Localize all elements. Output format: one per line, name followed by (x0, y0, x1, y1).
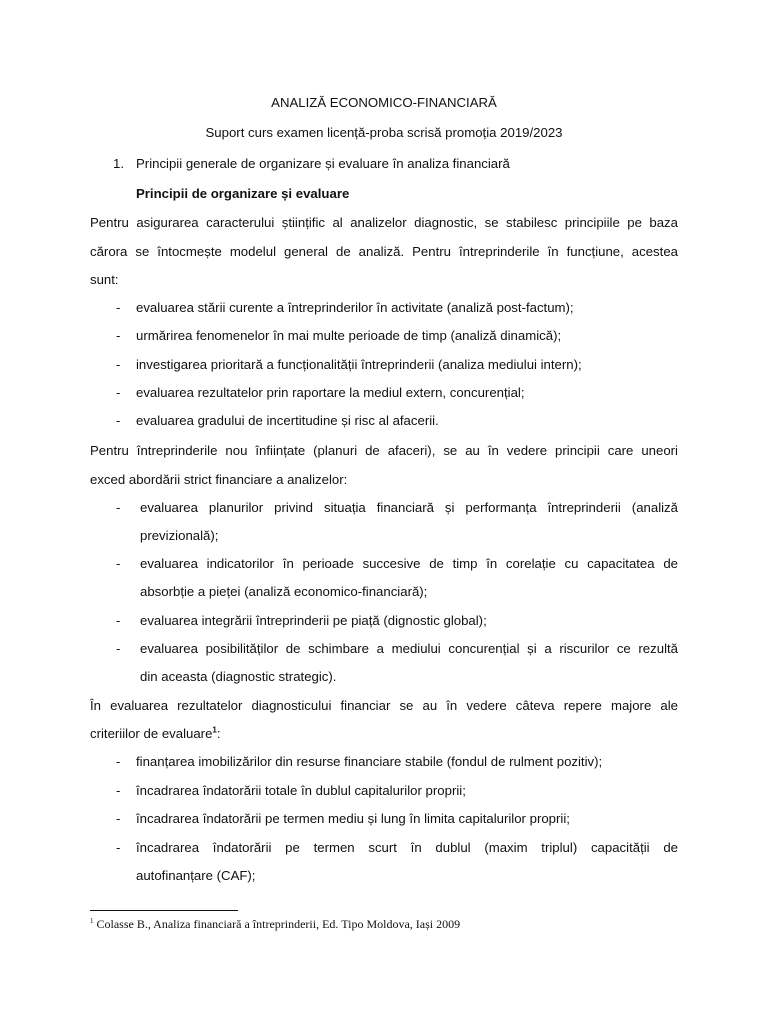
list-item: investigarea prioritară a funcționalității întreprinderii (analiza mediului intern); (136, 357, 582, 372)
bullet-dash: - (116, 641, 121, 656)
footnote-reference[interactable]: 1 (212, 725, 217, 735)
paragraph-line: În evaluarea rezultatelor diagnosticului financiar se au în vedere câteva repere majore ale (90, 698, 678, 713)
paragraph-text: criteriilor de evaluare (90, 726, 213, 741)
footnote-text: Colasse B., Analiza financiară a întreprinderii, Ed. Tipo Moldova, Iași 2009 (93, 917, 461, 931)
bullet-dash: - (116, 754, 121, 769)
bullet-dash: - (116, 413, 121, 428)
bullet-dash: - (116, 783, 121, 798)
intro-line: sunt: (90, 272, 119, 287)
bullet-dash: - (116, 300, 121, 315)
bullet-dash: - (116, 811, 121, 826)
list-item: urmărirea fenomenelor în mai multe perioade de timp (analiză dinamică); (136, 328, 562, 343)
footnote-separator (90, 910, 238, 911)
list-item: evaluarea integrării întreprinderii pe piață (dignostic global); (140, 613, 487, 628)
bullet-dash: - (116, 357, 121, 372)
bullet-dash: - (116, 556, 121, 571)
section-subheading: Principii de organizare și evaluare (136, 186, 350, 201)
intro-line: Pentru asigurarea caracterului științific al analizelor diagnostic, se stabilesc principiile pe baza (90, 215, 678, 230)
paragraph-colon: : (216, 726, 221, 741)
list-item-continuation: autofinanțare (CAF); (136, 868, 256, 883)
list-item-continuation: previzională); (140, 528, 219, 543)
section-heading: Principii generale de organizare și evaluare în analiza financiară (136, 156, 510, 171)
list-item: încadrarea îndatorării totale în dublul capitalurilor proprii; (136, 783, 466, 798)
document-subtitle: Suport curs examen licență-proba scrisă promoția 2019/2023 (205, 125, 563, 140)
list-item: evaluarea stării curente a întreprinderilor în activitate (analiză post-factum); (136, 300, 574, 315)
bullet-dash: - (116, 500, 121, 515)
paragraph-line (90, 725, 221, 743)
list-item: finanțarea imobilizărilor din resurse financiare stabile (fondul de rulment pozitiv); (136, 754, 603, 769)
list-item-continuation: din aceasta (diagnostic strategic). (140, 669, 337, 684)
list-item: evaluarea gradului de incertitudine și risc al afacerii. (136, 413, 439, 428)
list-item: evaluarea planurilor privind situația financiară și performanța întreprinderii (analiză (140, 500, 678, 515)
bullet-dash: - (116, 840, 121, 855)
footnote (90, 916, 460, 932)
footnote-mark: 1 (90, 917, 94, 925)
list-item: evaluarea posibilităților de schimbare a mediului concurențial și a riscurilor ce rezultă (140, 641, 678, 656)
bullet-dash: - (116, 385, 121, 400)
paragraph-line: exced abordării strict financiare a analizelor: (90, 472, 348, 487)
intro-line: cărora se întocmește modelul general de analiză. Pentru întreprinderile în funcțiune, acestea (90, 244, 678, 259)
bullet-dash: - (116, 613, 121, 628)
list-item: evaluarea rezultatelor prin raportare la mediul extern, concurențial; (136, 385, 525, 400)
list-item-continuation: absorbție a pieței (analiză economico-financiară); (140, 584, 428, 599)
section-number: 1. (113, 156, 124, 171)
paragraph-line: Pentru întreprinderile nou înființate (planuri de afaceri), se au în vedere principii care uneori (90, 443, 678, 458)
list-item: încadrarea îndatorării pe termen scurt în dublul (maxim triplul) capacității de (136, 840, 678, 855)
document-title: ANALIZĂ ECONOMICO-FINANCIARĂ (271, 95, 497, 110)
bullet-dash: - (116, 328, 121, 343)
list-item: evaluarea indicatorilor în perioade succesive de timp în corelație cu capacitatea de (140, 556, 678, 571)
list-item: încadrarea îndatorării pe termen mediu și lung în limita capitalurilor proprii; (136, 811, 570, 826)
